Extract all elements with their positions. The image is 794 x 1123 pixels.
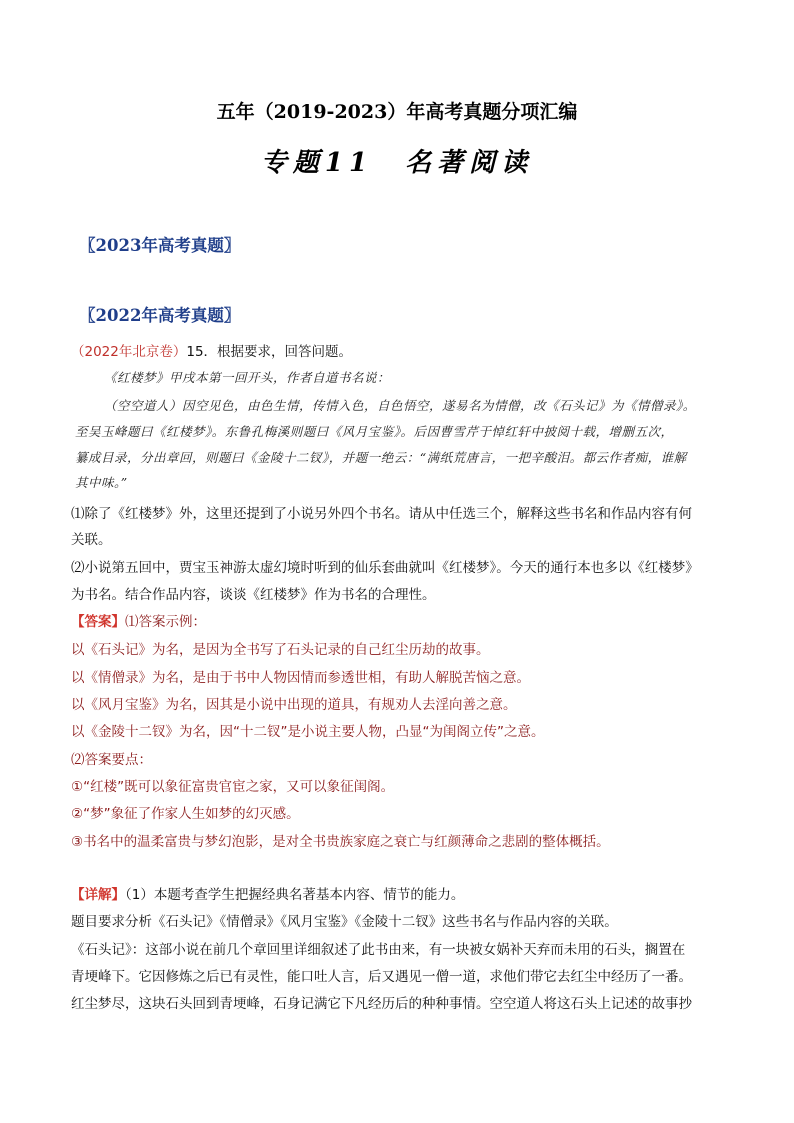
answer-line-3: 以《风月宝鉴》为名，因其是小说中出现的道具，有规劝人去淫向善之意。 [71, 697, 517, 713]
answer-tag: 【答案】 [71, 614, 125, 630]
section-heading-2022: 〖2022年高考真题〗 [79, 306, 241, 325]
question-source: （2022年北京卷） [71, 344, 187, 360]
answer-line-2: 以《情僧录》为名，是由于书中人物因情而参透世相，有助人解脱苦恼之意。 [71, 670, 530, 686]
detail-line-5: 红尘梦尽，这块石头回到青埂峰，石身记满它下凡经历后的种种事情。空空道人将这石头上记述的故事抄 [71, 996, 692, 1012]
key-point-1: ①“红楼”既可以象征富贵官宦之家，又可以象征闺阁。 [71, 779, 395, 795]
answer-1-heading: ⑴答案示例： [125, 614, 206, 630]
answer-header [71, 610, 206, 630]
question-number-text: 15．根据要求，回答问题。 [186, 344, 353, 360]
key-point-3: ③书名中的温柔富贵与梦幻泡影，是对全书贵族家庭之衰亡与红颜薄命之悲剧的整体概括。 [71, 834, 610, 850]
answer-2-heading: ⑵答案要点： [71, 752, 152, 768]
question-header [71, 340, 352, 360]
quote-line-2: 至吴玉峰题曰《红楼梦》。东鲁孔梅溪则题曰《风月宝鉴》。后因曹雪芹于悼红轩中披阅十载，增删五次， [75, 424, 674, 439]
section-heading-2023: 〖2023年高考真题〗 [79, 236, 241, 255]
answer-line-4: 以《金陵十二钗》为名，因“十二钗”是小说主要人物，凸显“为闺阁立传”之意。 [71, 724, 545, 740]
detail-line-4: 青埂峰下。它因修炼之后已有灵性，能口吐人言，后又遇见一僧一道，求他们带它去红尘中经历了一番。 [71, 969, 692, 985]
quote-line-4: 其中味。” [75, 475, 128, 490]
detail-line-2: 题目要求分析《石头记》《情僧录》《风月宝鉴》《金陵十二钗》这些书名与作品内容的关联。 [71, 914, 618, 930]
subquestion-2-line-1: ⑵小说第五回中，贾宝玉神游太虚幻境时听到的仙乐套曲就叫《红楼梦》。今天的通行本也多以《红楼梦》 [71, 560, 699, 576]
detail-line-3: 《石头记》：这部小说在前几个章回里详细叙述了此书由来，有一块被女娲补天弃而未用的石头，搁置在 [71, 942, 686, 958]
question-intro: 《红楼梦》甲戌本第一回开头，作者自道书名说： [104, 370, 391, 385]
subquestion-1-line-2: 关联。 [71, 532, 112, 548]
page-title: 五年（2019-2023）年高考真题分项汇编 [216, 101, 578, 123]
answer-line-1: 以《石头记》为名，是因为全书写了石头记录的自己红尘历劫的故事。 [71, 642, 490, 658]
detail-line-1: （1）本题考查学生把握经典名著基本内容、情节的能力。 [125, 887, 465, 903]
key-point-2: ②“梦”象征了作家人生如梦的幻灭感。 [71, 806, 300, 822]
quote-line-3: 纂成目录，分出章回，则题曰《金陵十二钗》，并题一绝云：“满纸荒唐言，一把辛酸泪。都云作者痴，谁解 [75, 450, 687, 465]
detail-tag: 【详解】 [71, 887, 125, 903]
page-subtitle: 专题11 名著阅读 [260, 148, 534, 178]
subquestion-1-line-1: ⑴除了《红楼梦》外，这里还提到了小说另外四个书名。请从中任选三个，解释这些书名和作品内容有何 [71, 506, 692, 522]
detail-header [71, 883, 464, 903]
subquestion-2-line-2: 为书名。结合作品内容，谈谈《红楼梦》作为书名的合理性。 [71, 587, 436, 603]
quote-line-1: （空空道人）因空见色，由色生情，传情入色，自色悟空，遂易名为情僧，改《石头记》为《情僧录》。 [104, 398, 696, 413]
